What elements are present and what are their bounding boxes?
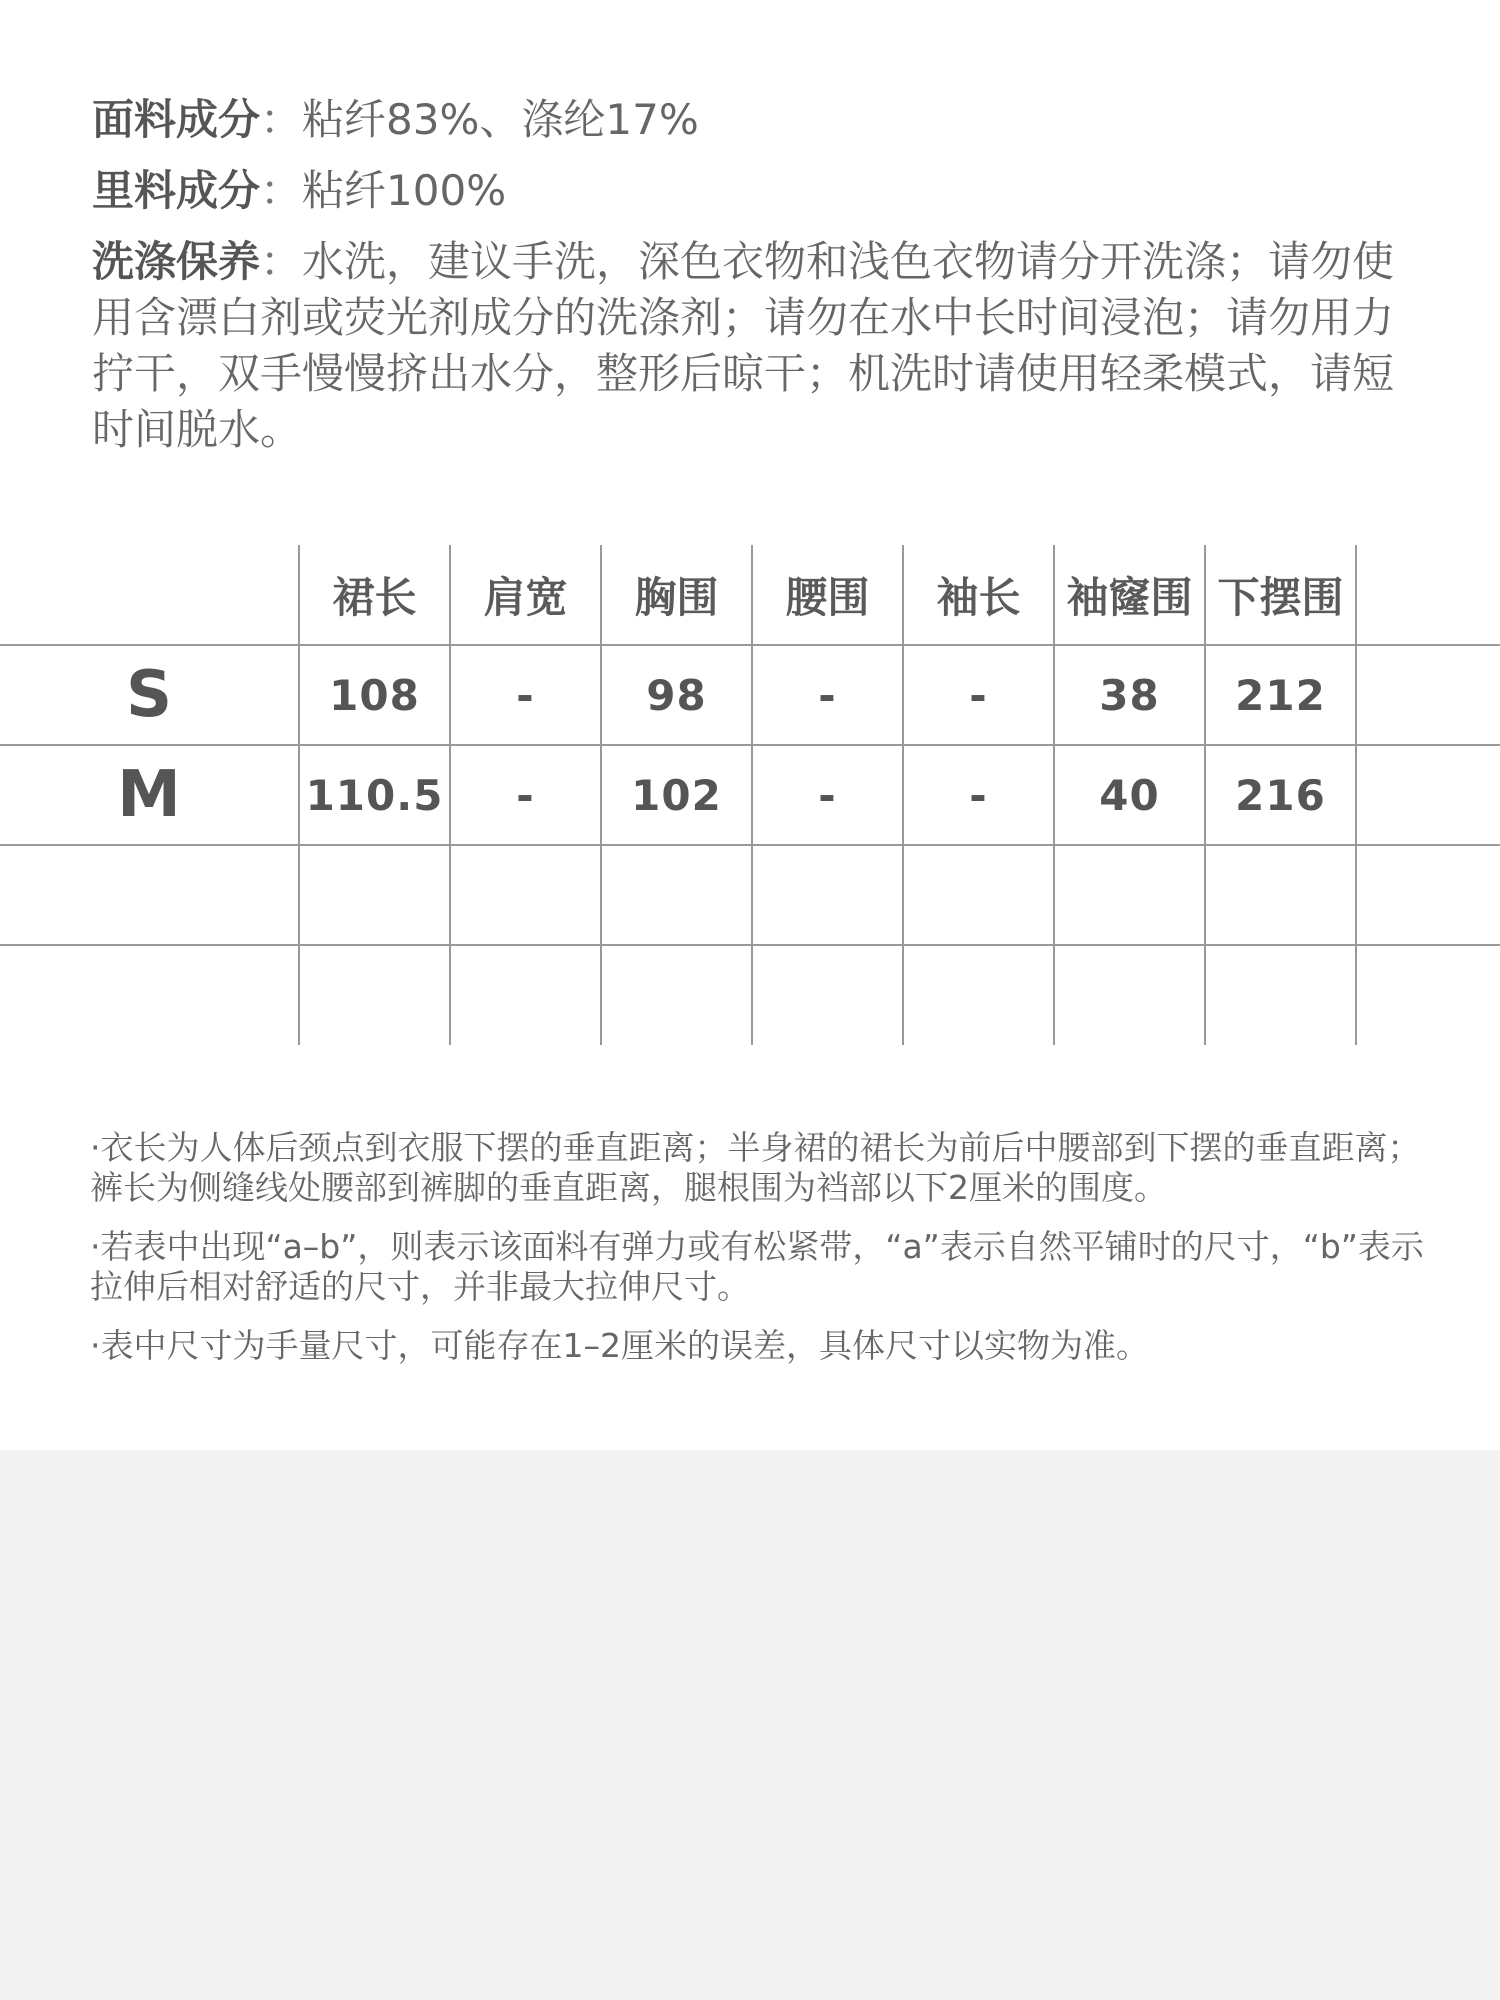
header-shoulder-width: 肩宽: [483, 573, 568, 622]
header-waist: 腰围: [785, 573, 870, 622]
lining-composition: [92, 163, 1422, 219]
fabric-separator: ：: [260, 95, 303, 144]
care-separator: ：: [260, 237, 303, 286]
footer-blank-area: [0, 1450, 1500, 2000]
fabric-label: 面料成分: [92, 95, 261, 144]
lining-value: 粘纤100%: [302, 166, 507, 215]
table-cell: -: [818, 770, 837, 820]
table-cell: -: [818, 670, 837, 720]
table-cell: 40: [1099, 770, 1160, 820]
lining-label: 里料成分: [92, 166, 261, 215]
note-measurement-definition: ·衣长为人体后颈点到衣服下摆的垂直距离；半身裙的裙长为前后中腰部到下摆的垂直距离；裤长为侧缝线处腰部到裤脚的垂直距离，腿根围为裆部以下2厘米的围度。: [90, 1128, 1421, 1207]
table-cell: 216: [1235, 770, 1326, 820]
fabric-composition: [92, 92, 1422, 148]
size-label-m: M: [117, 758, 181, 832]
table-cell: 38: [1099, 670, 1160, 720]
table-cell: -: [969, 670, 988, 720]
note-measurement-error: ·表中尺寸为手量尺寸，可能存在1–2厘米的误差，具体尺寸以实物为准。: [90, 1326, 1149, 1365]
table-cell: 108: [329, 670, 420, 720]
table-cell: 98: [646, 670, 707, 720]
header-hem: 下摆围: [1217, 573, 1344, 622]
header-chest: 胸围: [634, 573, 719, 622]
care-instructions: [92, 234, 1422, 458]
lining-separator: ：: [260, 166, 303, 215]
care-label: 洗涤保养: [92, 237, 261, 286]
header-armhole: 袖窿围: [1066, 573, 1193, 622]
fabric-value: 粘纤83%、涤纶17%: [302, 95, 699, 144]
table-cell: 212: [1235, 670, 1326, 720]
header-skirt-length: 裙长: [332, 573, 417, 622]
header-sleeve-length: 袖长: [936, 573, 1021, 622]
table-cell: 110.5: [305, 770, 444, 820]
size-table: [0, 545, 1500, 1045]
table-cell: 102: [631, 770, 722, 820]
note-stretch-range: ·若表中出现“a–b”，则表示该面料有弹力或有松紧带，“a”表示自然平铺时的尺寸，“b”表示拉伸后相对舒适的尺寸，并非最大拉伸尺寸。: [90, 1227, 1424, 1306]
table-cell: -: [516, 770, 535, 820]
table-row-divider: [0, 944, 1500, 946]
table-cell: -: [969, 770, 988, 820]
care-value: 水洗，建议手洗，深色衣物和浅色衣物请分开洗涤；请勿使用含漂白剂或荧光剂成分的洗涤剂；请勿在水中长时间浸泡；请勿用力拧干，双手慢慢挤出水分，整形后晾干；机洗时请使用轻柔模式，请短时间脱水。: [92, 237, 1395, 454]
size-label-s: S: [125, 658, 173, 732]
table-cell: -: [516, 670, 535, 720]
